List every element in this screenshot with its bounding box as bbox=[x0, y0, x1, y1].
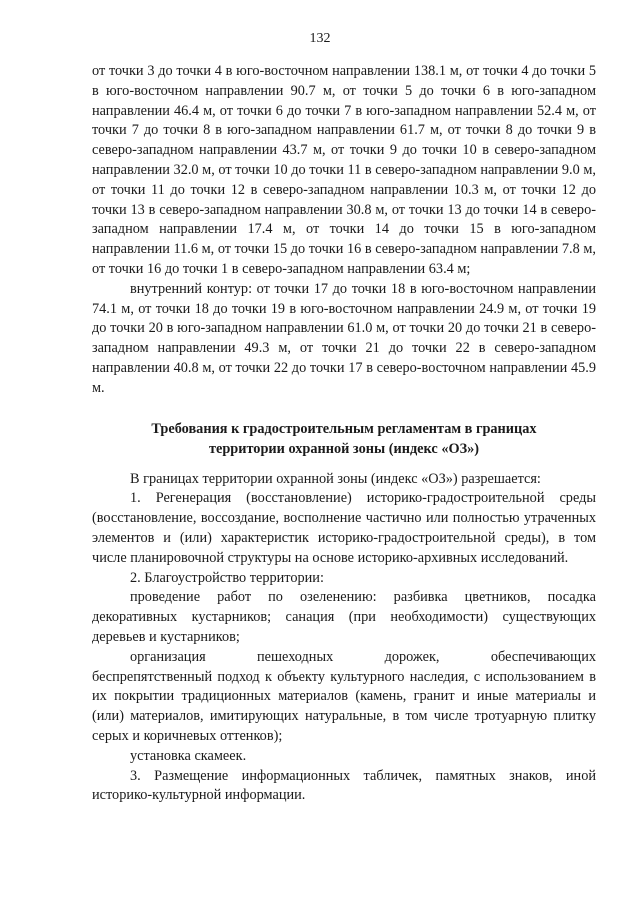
heading-line-1: Требования к градостроительным регламентам в границах bbox=[151, 420, 537, 437]
list-item-2-paths-rest: беспрепятственный подход к объекту культурного наследия, с использованием в их покрытии традиционных материалов (камень, гранит и иные материалы и (или) материалов, имитирующих натуральные, в том числе тротуарную плитку серых и коричневых оттенков); bbox=[92, 668, 596, 744]
list-item-2-landscaping: проведение работ по озеленению: разбивка цветников, посадка декоративных кустарников; санация (при необходимости) существующих деревьев и кустарников; bbox=[92, 589, 596, 645]
section-heading bbox=[92, 419, 596, 459]
document-body bbox=[92, 62, 596, 806]
list-item-2-title: 2. Благоустройство территории: bbox=[130, 569, 324, 586]
list-item-2-benches: установка скамеек. bbox=[130, 747, 247, 764]
list-item-3: 3. Размещение информационных табличек, памятных знаков, иной историко-культурной информации. bbox=[92, 767, 596, 804]
heading-line-2: территории охранной зоны (индекс «ОЗ») bbox=[208, 440, 480, 457]
list-item-1: 1. Регенерация (восстановление) историко-градостроительной среды (восстановление, воссоздание, восполнение частично или полностью утраченных элементов и (или) характеристик историко-градостроительной среды), в том числе планировочной структуры на основе историко-архивных исследований. bbox=[92, 490, 596, 566]
paragraph-inner-contour: внутренний контур: от точки 17 до точки 18 в юго-восточном направлении 74.1 м, от точки 18 до точки 19 в юго-восточном направлении 24.9 м, от точки 19 до точки 20 в юго-западном направлении 61.0 м, от точки 20 до точки 21 в северо-западном направлении 49.3 м, от точки 21 до точки 22 в северо-западном направлении 40.8 м, от точки 22 до точки 17 в северо-восточном направлении 45.9 м. bbox=[92, 280, 596, 396]
paragraph-outer-contour-continuation: от точки 3 до точки 4 в юго-восточном направлении 138.1 м, от точки 4 до точки 5 в юго-восточном направлении 90.7 м, от точки 5 до точки 6 в юго-западном направлении 46.4 м, от точки 6 до точки 7 в юго-западном направлении 52.4 м, от точки 7 до точки 8 в юго-западном направлении 61.7 м, от точки 8 до точки 9 в северо-западном направлении 43.7 м, от точки 9 до точки 10 в северо-западном направлении 32.0 м, от точки 10 до точки 11 в северо-западном направлении 9.0 м, от точки 11 до точки 12 в северо-западном направлении 10.3 м, от точки 12 до точки 13 в северо-западном направлении 30.8 м, от точки 13 до точки 14 в северо-западном направлении 17.4 м, от точки 14 до точки 15 в юго-западном направлении 11.6 м, от точки 15 до точки 16 в северо-западном направлении 7.8 м, от точки 16 до точки 1 в северо-западном направлении 63.4 м; bbox=[92, 63, 596, 277]
page-number: 132 bbox=[309, 31, 331, 46]
list-item-2-paths-line1: организация пешеходных дорожек, обеспечивающих bbox=[130, 648, 596, 665]
section-intro: В границах территории охранной зоны (индекс «ОЗ») разрешается: bbox=[130, 470, 541, 487]
